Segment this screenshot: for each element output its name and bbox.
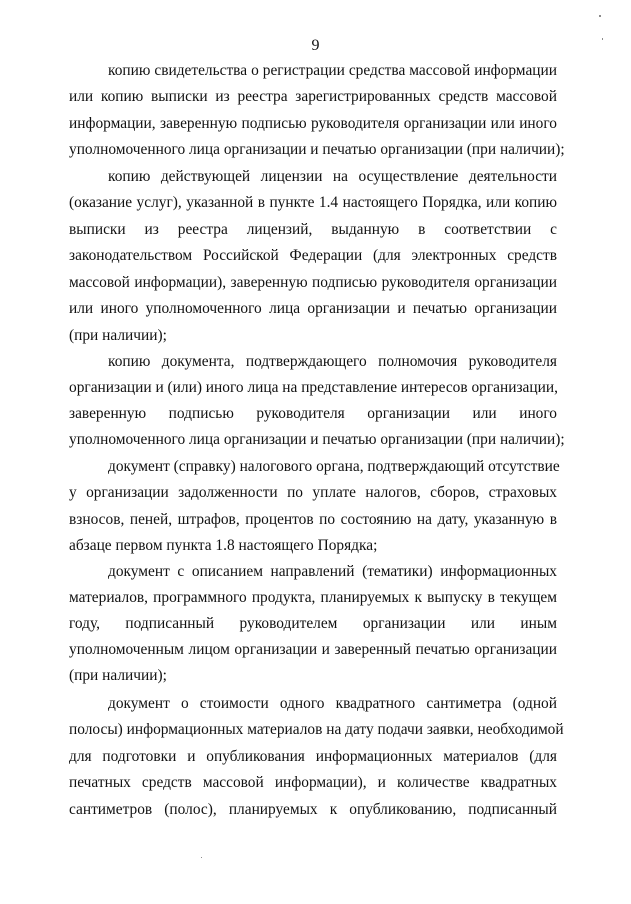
text-line: информации, заверенную подписью руководителя организации или иного [69,115,557,132]
text-line: копию действующей лицензии на осуществление деятельности [108,168,557,185]
text-line: взносов, пеней, штрафов, процентов по состоянию на дату, указанную в [69,511,557,528]
page-number: 9 [311,37,320,54]
scan-speck [602,38,603,40]
text-line: копию свидетельства о регистрации средства массовой информации [108,62,557,79]
text-line: у организации задолженности по уплате налогов, сборов, страховых [69,484,557,501]
text-line: полосы) информационных материалов на дату подачи заявки, необходимой [69,721,564,738]
text-line: (при наличии); [69,327,167,344]
text-line: массовой информации), заверенную подписью руководителя организации [69,274,557,291]
scan-speck [201,857,202,858]
text-line: печатных средств массовой информации), и количестве квадратных [69,774,557,791]
text-line: выписки из реестра лицензий, выданную в соответствии с [69,221,557,238]
text-line: году, подписанный руководителем организации или иным [69,615,557,632]
text-line: уполномоченного лица организации и печатью организации (при наличии); [69,431,565,448]
text-line: (оказание услуг), указанной в пункте 1.4 настоящего Порядка, или копию [69,194,557,211]
text-line: или иного уполномоченного лица организации и печатью организации [69,300,557,317]
text-line: законодательством Российской Федерации (для электронных средств [69,247,557,264]
text-line: абзаце первом пункта 1.8 настоящего Порядка; [69,537,378,554]
text-line: заверенную подписью руководителя организации или иного [69,405,557,422]
text-line: уполномоченным лицом организации и заверенный печатью организации [69,641,557,658]
text-line: копию документа, подтверждающего полномочия руководителя [108,353,557,370]
text-line: для подготовки и опубликования информационных материалов (для [69,748,557,765]
text-line: уполномоченного лица организации и печатью организации (при наличии); [69,141,565,158]
scan-speck [599,15,601,17]
text-line: документ (справку) налогового органа, подтверждающий отсутствие [108,458,560,475]
text-line: материалов, программного продукта, планируемых к выпуску в текущем [69,589,557,606]
text-line: (при наличии); [69,667,167,684]
text-line: сантиметров (полос), планируемых к опубликованию, подписанный [69,801,557,818]
text-line: или копию выписки из реестра зарегистрированных средств массовой [69,88,557,105]
text-line: документ с описанием направлений (тематики) информационных [108,563,557,580]
text-line: документ о стоимости одного квадратного сантиметра (одной [108,695,557,712]
text-line: организации и (или) иного лица на представление интересов организации, [69,379,558,396]
